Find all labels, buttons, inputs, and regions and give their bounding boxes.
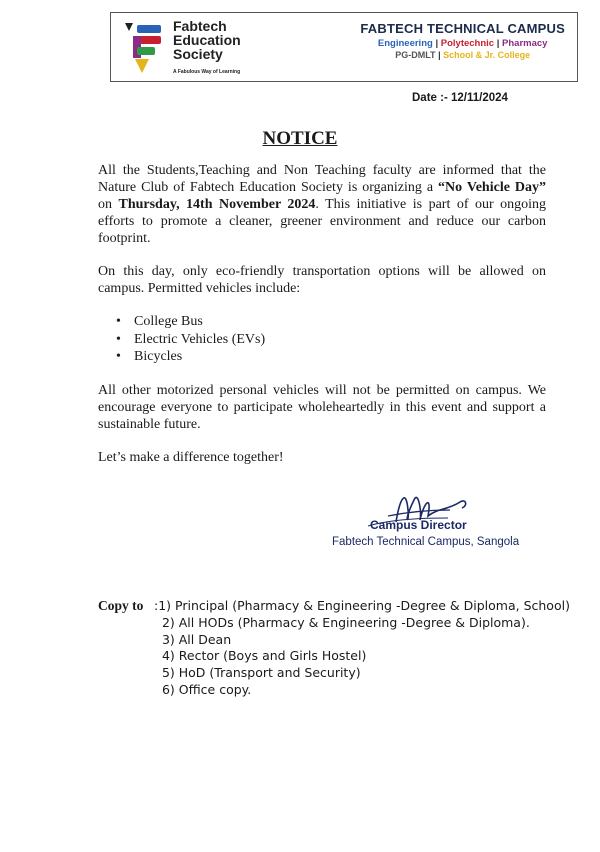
signatory-title: Campus Director [370,518,467,532]
campus-block [360,21,565,60]
list-item: 3) All Dean [161,631,232,647]
campus-title: FABTECH TECHNICAL CAMPUS [360,21,565,36]
signatory-org: Fabtech Technical Campus, Sangola [332,536,520,548]
notice-date: Date :- 12/11/2024 [412,92,508,104]
org-name: Fabtech Education Society [173,18,241,62]
letterhead [110,12,578,82]
fabtech-logo-icon [123,19,167,77]
copy-to-list [98,598,570,699]
list-item: 2) All HODs (Pharmacy & Engineering -Degree & Diploma). [161,614,530,630]
notice-title: NOTICE [262,128,338,149]
list-item: • Bicycles [116,349,183,364]
campus-disciplines: Engineering | Polytechnic | Pharmacy [377,38,548,49]
vehicle-list [98,313,546,366]
paragraph-rules: On this day, only eco-friendly transportation options will be allowed on campus. Permitted vehicles include: [98,264,546,296]
paragraph-restriction: All other motorized personal vehicles will not be permitted on campus. We encourage everyone to participate wholeheartedly in this event and support a sustainable future. [98,382,546,432]
org-tagline: A Fabulous Way of Learning [173,69,241,75]
list-item: • Electric Vehicles (EVs) [116,331,266,347]
list-item: 6) Office copy. [161,681,252,697]
paragraph-closing: Let’s make a difference together! [98,449,284,465]
list-item: Copy to :1) Principal (Pharmacy & Engineering -Degree & Diploma, School) [98,598,570,613]
notice-body [98,162,546,482]
list-item: 4) Rector (Boys and Girls Hostel) [161,648,367,664]
paragraph-announcement: All the Students,Teaching and Non Teaching faculty are informed that the Nature Club of Fabtech Education Society is organizing a “No Vehicle Day” on Thursday, 14th November 2024. This initiative is part of our ongoing efforts to promote a cleaner, greener environment and reduce our carbon footprint. [98,163,547,246]
list-item: 5) HoD (Transport and Security) [161,665,361,681]
campus-programs: PG-DMLT | School & Jr. College [395,50,531,60]
list-item: • College Bus [116,314,203,329]
